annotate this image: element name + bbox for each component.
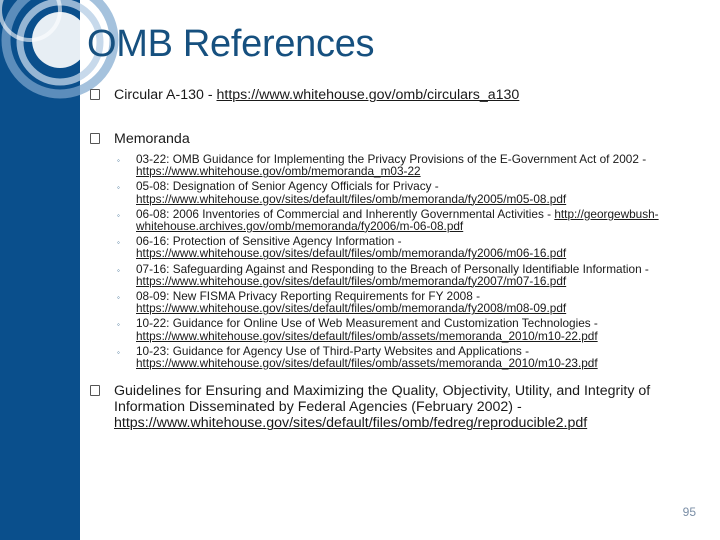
item-text: Circular A-130 - bbox=[114, 87, 217, 103]
memo-link[interactable]: https://www.whitehouse.gov/sites/default/files/omb/memoranda/fy2006/m06-16.pdf bbox=[136, 246, 567, 261]
memo-item bbox=[114, 290, 702, 314]
memo-text: 07-16: Safeguarding Against and Responding to the Breach of Personally Identifiable Information - bbox=[136, 261, 649, 276]
memo-item bbox=[114, 153, 702, 177]
memo-item bbox=[114, 345, 702, 369]
memo-text: 10-22: Guidance for Online Use of Web Measurement and Customization Technologies - bbox=[136, 316, 598, 331]
ring-bullet-icon: ◦ bbox=[117, 238, 120, 248]
memo-link[interactable]: https://www.whitehouse.gov/sites/default/files/omb/memoranda/fy2005/m05-08.pdf bbox=[136, 191, 567, 206]
memo-link[interactable]: https://www.whitehouse.gov/sites/default/files/omb/memoranda/fy2008/m08-09.pdf bbox=[136, 301, 567, 316]
page-number: 95 bbox=[682, 505, 696, 519]
checkbox-bullet-icon bbox=[90, 385, 100, 396]
memo-link[interactable]: https://www.whitehouse.gov/omb/memoranda_m03-22 bbox=[136, 164, 421, 179]
guidelines-link[interactable]: https://www.whitehouse.gov/sites/default/files/omb/fedreg/reproducible2.pdf bbox=[114, 415, 588, 432]
memo-text: 03-22: OMB Guidance for Implementing the Privacy Provisions of the E-Government Act of 2002 - bbox=[136, 152, 647, 166]
list-item-memoranda bbox=[90, 131, 702, 147]
memoranda-list bbox=[114, 153, 702, 369]
list-item-circular bbox=[90, 87, 702, 103]
memo-item bbox=[114, 180, 702, 204]
memo-item bbox=[114, 317, 702, 341]
ring-bullet-icon: ◦ bbox=[117, 210, 120, 220]
memo-item bbox=[114, 235, 702, 259]
memo-link[interactable]: http://georgewbush-whitehouse.archives.gov/omb/memoranda/fy2006/m-06-08.pdf bbox=[136, 206, 659, 234]
checkbox-bullet-icon bbox=[90, 89, 100, 100]
memo-item bbox=[114, 263, 702, 287]
memo-item bbox=[114, 208, 702, 232]
checkbox-bullet-icon bbox=[90, 133, 100, 144]
memo-link[interactable]: https://www.whitehouse.gov/sites/default/files/omb/memoranda/fy2007/m07-16.pdf bbox=[136, 273, 567, 288]
ring-bullet-icon: ◦ bbox=[117, 183, 120, 193]
memo-text: 05-08: Designation of Senior Agency Officials for Privacy - bbox=[136, 179, 439, 194]
ring-bullet-icon: ◦ bbox=[117, 293, 120, 303]
ring-bullet-icon: ◦ bbox=[117, 156, 120, 165]
ring-bullet-icon: ◦ bbox=[117, 347, 120, 357]
slide-content bbox=[90, 85, 702, 431]
memo-link[interactable]: https://www.whitehouse.gov/sites/default/files/omb/assets/memoranda_2010/m10-23.pdf bbox=[136, 356, 598, 371]
memo-text: 08-09: New FISMA Privacy Reporting Requirements for FY 2008 - bbox=[136, 289, 481, 304]
item-text: Guidelines for Ensuring and Maximizing the Quality, Objectivity, Utility, and Integrity of Information Disseminated by Federal Agencies (February 2002) - bbox=[114, 383, 651, 416]
item-text: Memoranda bbox=[114, 131, 190, 147]
memo-link[interactable]: https://www.whitehouse.gov/sites/default/files/omb/assets/memoranda_2010/m10-22.pdf bbox=[136, 328, 598, 343]
list-item-guidelines bbox=[90, 383, 702, 431]
memo-text: 06-08: 2006 Inventories of Commercial and Inherently Governmental Activities - bbox=[136, 206, 555, 221]
memo-text: 06-16: Protection of Sensitive Agency Information - bbox=[136, 234, 402, 249]
ring-bullet-icon: ◦ bbox=[117, 265, 120, 275]
ring-bullet-icon: ◦ bbox=[117, 320, 120, 330]
memo-text: 10-23: Guidance for Agency Use of Third-Party Websites and Applications - bbox=[136, 343, 530, 358]
circular-a130-link[interactable]: https://www.whitehouse.gov/omb/circulars_a130 bbox=[216, 87, 520, 103]
slide-title: OMB References bbox=[87, 23, 375, 65]
